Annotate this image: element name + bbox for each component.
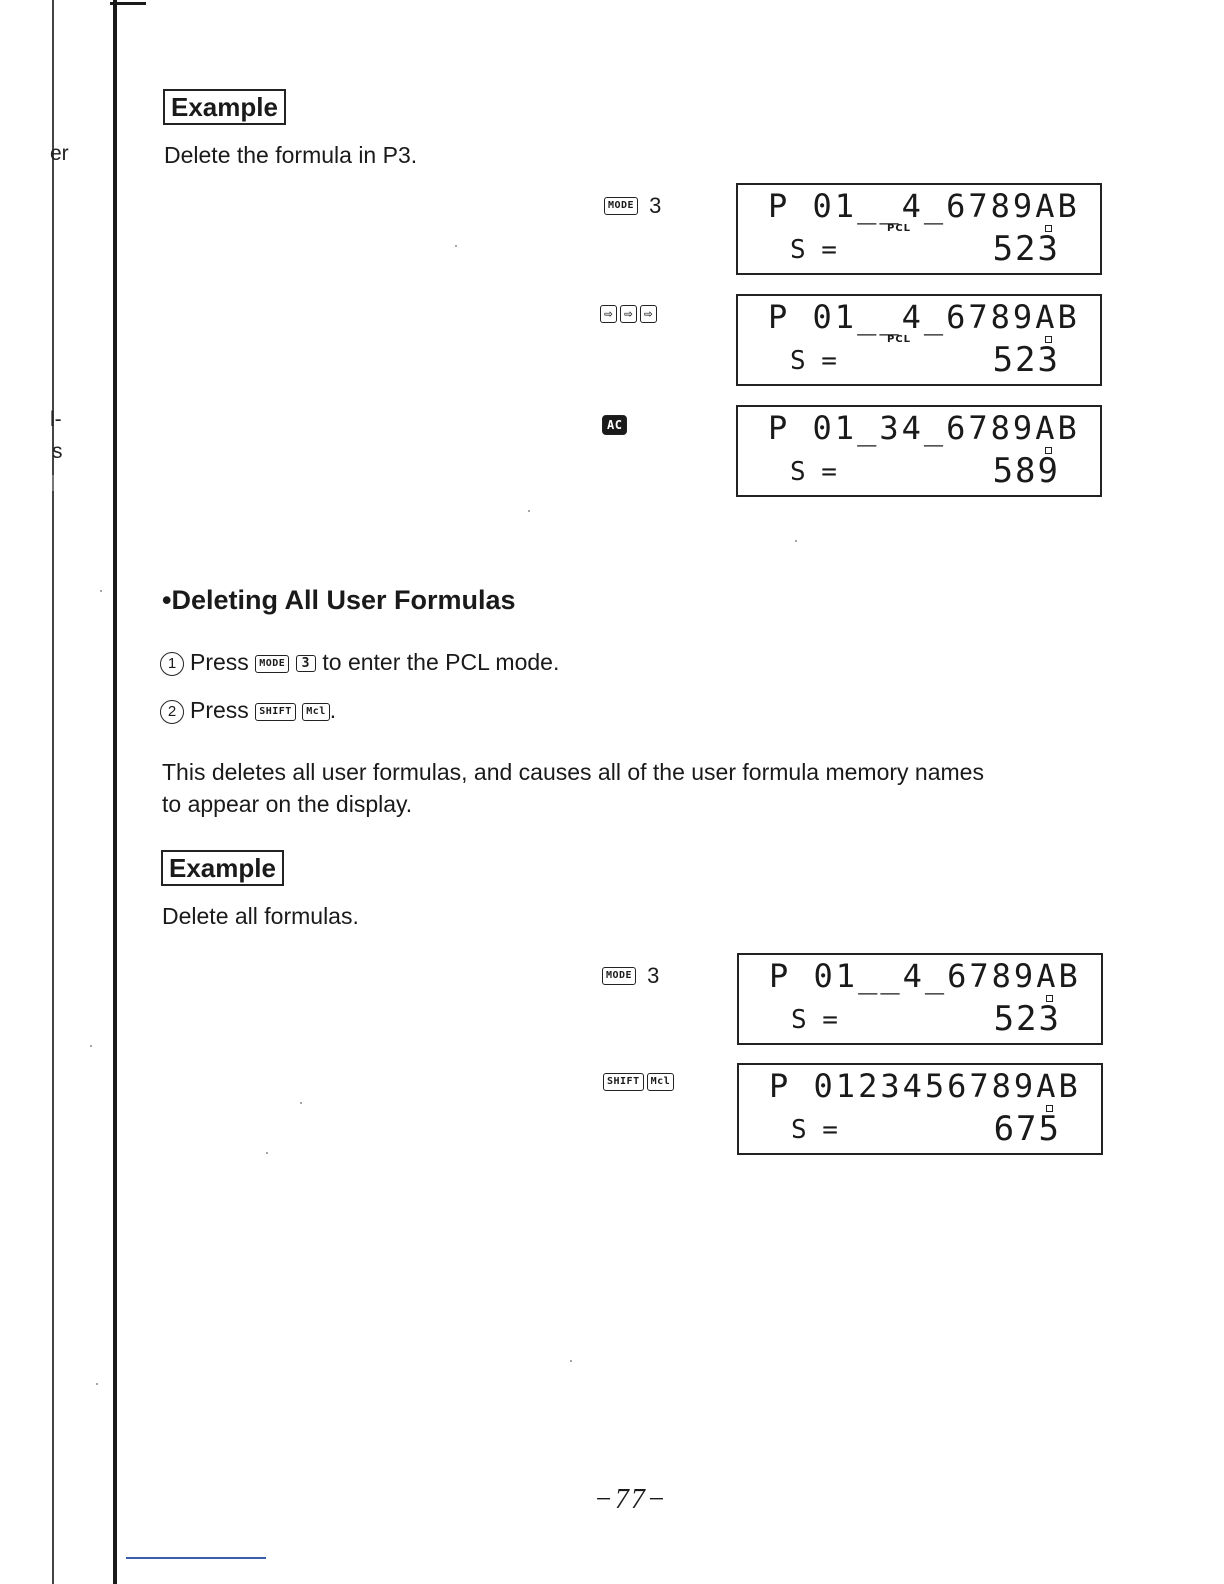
paragraph-line: to appear on the display.	[162, 791, 413, 817]
mcl-key: Mcl	[302, 703, 330, 721]
scan-speck	[300, 1102, 302, 1104]
lcd-display	[737, 1063, 1103, 1155]
page-number: −77−	[594, 1484, 668, 1515]
lcd-program-line: P 01__4_6789AB	[769, 957, 1081, 995]
key-sequence	[600, 305, 657, 323]
lcd-value: 523	[993, 999, 1061, 1039]
step-prefix: Press	[190, 697, 249, 723]
lcd-value: 523	[992, 340, 1060, 380]
lcd-program-line: P 01_34_6789AB	[768, 409, 1080, 447]
lcd-s-label: S =	[790, 346, 837, 376]
mode-key: MODE	[602, 967, 636, 985]
lcd-pcl-indicator: PCL	[887, 223, 912, 234]
scan-speck	[266, 1152, 268, 1154]
margin-fragment: er	[50, 142, 69, 165]
binding-line	[52, 0, 54, 1584]
lcd-s-label: S =	[790, 457, 837, 487]
instruction-step-1	[160, 646, 559, 678]
lcd-display	[736, 183, 1102, 275]
key-digit: 3	[649, 193, 662, 218]
key-sequence	[602, 963, 659, 989]
instruction-step-2	[160, 694, 336, 726]
lcd-program-line: P 01__4_6789AB	[768, 187, 1080, 225]
key-sequence	[603, 1073, 674, 1091]
page-edge-tick	[110, 2, 146, 5]
paragraph-line: This deletes all user formulas, and causes all of the user formula memory names	[162, 759, 984, 785]
lcd-display	[736, 294, 1102, 386]
three-key: 3	[296, 655, 316, 672]
lcd-value: 523	[992, 229, 1060, 269]
lcd-value: 589	[992, 451, 1060, 491]
page-edge	[113, 0, 117, 1584]
section-heading: •Deleting All User Formulas	[162, 585, 516, 615]
right-arrow-key: ⇨	[640, 305, 657, 323]
lcd-program-line: P 0123456789AB	[769, 1067, 1081, 1105]
lcd-s-label: S =	[790, 235, 837, 265]
example-description: Delete the formula in P3.	[164, 142, 418, 168]
lcd-value: 675	[993, 1109, 1061, 1149]
step-number: 2	[160, 700, 184, 724]
mode-key: MODE	[604, 197, 638, 215]
shift-key: SHIFT	[255, 703, 296, 721]
lcd-s-label: S =	[791, 1115, 838, 1145]
example-label: Example	[161, 850, 284, 886]
scan-speck	[455, 245, 457, 247]
step-suffix: to enter the PCL mode.	[322, 649, 560, 675]
scan-speck	[528, 510, 530, 512]
lcd-program-line: P 01__4_6789AB	[768, 298, 1080, 336]
step-prefix: Press	[190, 649, 249, 675]
lcd-pcl-indicator: PCL	[887, 334, 912, 345]
scan-speck	[96, 1383, 98, 1385]
margin-fragment: l-	[50, 408, 62, 431]
example-label: Example	[163, 89, 286, 125]
scan-speck	[570, 1360, 572, 1362]
lcd-display	[736, 405, 1102, 497]
step-suffix: .	[329, 697, 337, 723]
ac-key: AC	[602, 415, 627, 435]
key-digit: 3	[647, 963, 660, 988]
key-sequence	[604, 193, 661, 219]
right-arrow-key: ⇨	[600, 305, 617, 323]
right-arrow-key: ⇨	[620, 305, 637, 323]
example-description: Delete all formulas.	[162, 903, 359, 929]
lcd-display	[737, 953, 1103, 1045]
footer-rule	[126, 1557, 266, 1559]
step-number: 1	[160, 652, 184, 676]
shift-key: SHIFT	[603, 1073, 644, 1091]
margin-fragment: s	[52, 440, 63, 463]
scan-speck	[795, 540, 797, 542]
mcl-key: Mcl	[647, 1073, 675, 1091]
key-sequence	[602, 415, 627, 435]
scan-speck	[90, 1045, 92, 1047]
lcd-s-label: S =	[791, 1005, 838, 1035]
scan-speck	[100, 590, 102, 592]
mode-key: MODE	[255, 655, 289, 673]
